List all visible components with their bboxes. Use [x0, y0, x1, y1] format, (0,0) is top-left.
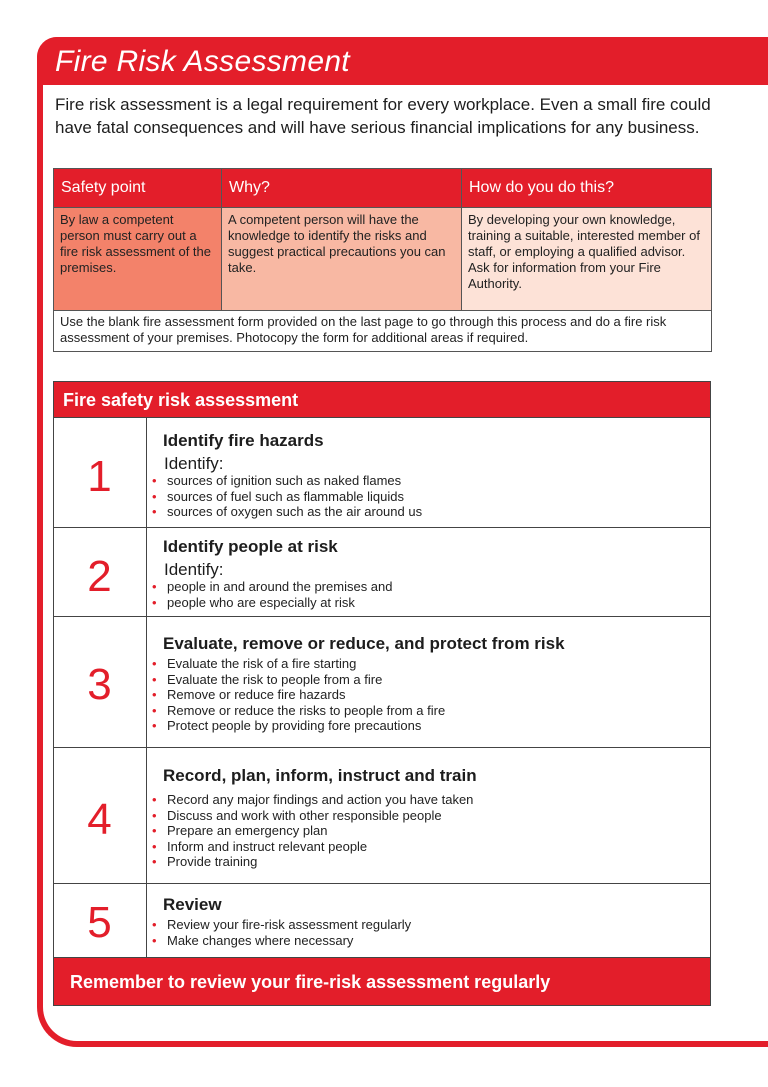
step-number: 5 [87, 898, 112, 947]
list-item [152, 504, 422, 520]
bullet-icon: • [152, 579, 157, 594]
bullet-icon: • [152, 792, 157, 807]
list-item [152, 854, 473, 870]
reminder-text: Remember to review your fire-risk assessment regularly [70, 972, 551, 992]
table-header-row [54, 169, 712, 208]
bullet-icon: • [152, 823, 157, 838]
bullet-text: sources of fuel such as flammable liquids [167, 488, 405, 504]
step-number: 1 [87, 452, 112, 501]
page-title: Fire Risk Assessment [55, 45, 350, 78]
header-why: Why? [222, 169, 462, 208]
number-column-divider [146, 418, 147, 957]
step-divider [53, 883, 711, 884]
list-item [152, 489, 422, 505]
list-item [152, 579, 393, 595]
bullet-icon: • [152, 932, 157, 948]
bullet-icon: • [152, 656, 157, 671]
bullet-icon: • [152, 702, 157, 718]
bullet-text: Provide training [167, 854, 258, 869]
bullet-text: sources of oxygen such as the air around us [167, 504, 423, 519]
safety-table [53, 168, 712, 352]
bullet-text: Remove or reduce the risks to people from a fire [167, 702, 446, 718]
step-subtitle: Identify: [164, 454, 224, 473]
table-row [54, 208, 712, 311]
list-item [152, 687, 445, 703]
step-number: 3 [87, 660, 112, 709]
bullet-text: Evaluate the risk to people from a fire [167, 671, 383, 687]
list-item [152, 917, 411, 933]
bullet-icon: • [152, 488, 157, 504]
bullet-text: Inform and instruct relevant people [167, 838, 368, 854]
header-safety-point: Safety point [54, 169, 222, 208]
bullet-icon: • [152, 718, 157, 733]
list-item [152, 808, 473, 824]
bullet-text: sources of ignition such as naked flames [167, 473, 402, 488]
bullet-icon: • [152, 807, 157, 823]
list-item [152, 933, 411, 949]
bullet-icon: • [152, 671, 157, 687]
table-note: Use the blank fire assessment form provided on the last page to go through this process and do a fire risk assessment of your premises. Photocopy the form for additional areas if required. [54, 311, 712, 352]
bullet-text: Discuss and work with other responsible people [167, 807, 442, 823]
bullet-text: Prepare an emergency plan [167, 823, 328, 838]
bullet-icon: • [152, 473, 157, 488]
step-title: Identify people at risk [163, 537, 338, 556]
list-item [152, 839, 473, 855]
list-item [152, 792, 473, 808]
step-bullet-list [152, 792, 473, 870]
bullet-icon: • [152, 917, 157, 932]
bullet-text: Make changes where necessary [167, 932, 354, 948]
step-subtitle: Identify: [164, 560, 224, 579]
bullet-text: Record any major findings and action you have taken [167, 792, 474, 807]
list-item [152, 672, 445, 688]
bullet-text: Review your fire-risk assessment regularly [167, 917, 412, 932]
step-title: Evaluate, remove or reduce, and protect from risk [163, 634, 565, 653]
bullet-text: Remove or reduce fire hazards [167, 687, 346, 702]
step-divider [53, 616, 711, 617]
intro-text: Fire risk assessment is a legal requirement for every workplace. Even a small fire could have fatal consequences and will have serious financial implications for any business. [55, 95, 711, 137]
table-note-row [54, 311, 712, 352]
list-item [152, 473, 422, 489]
assessment-heading: Fire safety risk assessment [63, 390, 299, 410]
step-bullet-list [152, 656, 445, 734]
list-item [152, 595, 393, 611]
cell-how: By developing your own knowledge, training a suitable, interested member of staff, or employing a qualified advisor. Ask for information from your Fire Authority. [462, 208, 712, 311]
step-bullet-list [152, 917, 411, 948]
list-item [152, 703, 445, 719]
step-divider [53, 527, 711, 528]
step-bullet-list [152, 579, 393, 610]
bullet-icon: • [152, 838, 157, 854]
bullet-text: people in and around the premises and [167, 579, 393, 594]
list-item [152, 718, 445, 734]
bullet-icon: • [152, 594, 157, 610]
cell-safety-point: By law a competent person must carry out a fire risk assessment of the premises. [54, 208, 222, 311]
bullet-icon: • [152, 854, 157, 869]
step-title: Review [163, 895, 222, 914]
step-title: Identify fire hazards [163, 431, 324, 450]
bullet-text: Evaluate the risk of a fire starting [167, 656, 357, 671]
step-divider [53, 747, 711, 748]
step-number: 2 [87, 552, 112, 601]
step-number: 4 [87, 795, 112, 844]
step-bullet-list [152, 473, 422, 520]
header-how: How do you do this? [462, 169, 712, 208]
bullet-text: Protect people by providing fore precautions [167, 718, 422, 733]
step-title: Record, plan, inform, instruct and train [163, 766, 477, 785]
list-item [152, 656, 445, 672]
cell-why: A competent person will have the knowledge to identify the risks and suggest practical precautions you can take. [222, 208, 462, 311]
list-item [152, 823, 473, 839]
bullet-icon: • [152, 504, 157, 519]
bullet-text: people who are especially at risk [167, 594, 355, 610]
bullet-icon: • [152, 687, 157, 702]
